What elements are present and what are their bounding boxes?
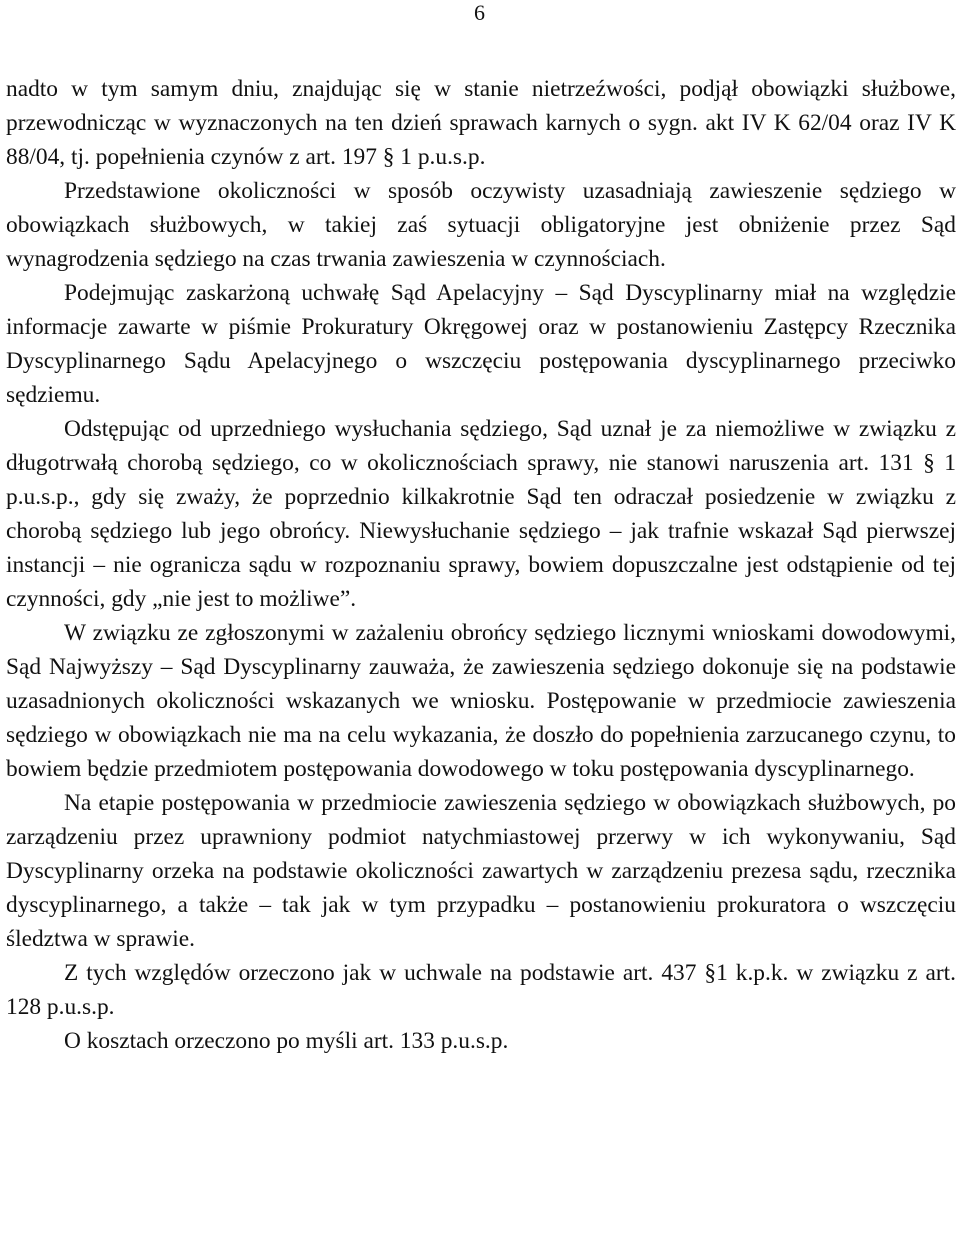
paragraph: Odstępując od uprzedniego wysłuchania sędziego, Sąd uznał je za niemożliwe w związku z długotrwałą chorobą sędziego, co w okolicznościach sprawy, nie stanowi naruszenia art. 131 § 1 p.u.s.p., gdy się zważy, że poprzednio kilkakrotnie Sąd ten odraczał posiedzenie w związku z chorobą sędziego lub jego obrońcy. Niewysłuchanie sędziego – jak trafnie wskazał Sąd pierwszej instancji – nie ogranicza sądu w rozpoznaniu sprawy, bowiem dopuszczalne jest odstąpienie od tej czynności, gdy „nie jest to możliwe”.	[6, 416, 956, 612]
paragraph-continuation: nadto w tym samym dniu, znajdując się w stanie nietrzeźwości, podjął obowiązki służbowe, przewodnicząc w wyznaczonych na ten dzień sprawach karnych o sygn. akt IV K 62/04 oraz IV K 88/04, tj. popełnienia czynów z art. 197 § 1 p.u.s.p.	[6, 76, 956, 170]
paragraph: O kosztach orzeczono po myśli art. 133 p.u.s.p.	[64, 1028, 509, 1054]
paragraph: W związku ze zgłoszonymi w zażaleniu obrońcy sędziego licznymi wnioskami dowodowymi, Sąd Najwyższy – Sąd Dyscyplinarny zauważa, że zawieszenia sędziego dokonuje się na podstawie uzasadnionych okoliczności wskazanych we wniosku. Postępowanie w przedmiocie zawieszenia sędziego w obowiązkach nie ma na celu wykazania, że doszło do popełnienia zarzucanego czynu, to bowiem będzie przedmiotem postępowania dowodowego w toku postępowania dyscyplinarnego.	[6, 620, 956, 782]
paragraph: Przedstawione okoliczności w sposób oczywisty uzasadniają zawieszenie sędziego w obowiązkach służbowych, w takiej zaś sytuacji obligatoryjne jest obniżenie przez Sąd wynagrodzenia sędziego na czas trwania zawieszenia w czynnościach.	[6, 178, 956, 272]
document-body	[6, 72, 956, 1058]
paragraph: Podejmując zaskarżoną uchwałę Sąd Apelacyjny – Sąd Dyscyplinarny miał na względzie informacje zawarte w piśmie Prokuratury Okręgowej oraz w postanowieniu Zastępcy Rzecznika Dyscyplinarnego Sądu Apelacyjnego o wszczęciu postępowania dyscyplinarnego przeciwko sędziemu.	[6, 280, 956, 408]
paragraph: Z tych względów orzeczono jak w uchwale na podstawie art. 437 §1 k.p.k. w związku z art. 128 p.u.s.p.	[6, 960, 956, 1020]
page-number: 6	[474, 0, 485, 25]
paragraph: Na etapie postępowania w przedmiocie zawieszenia sędziego w obowiązkach służbowych, po zarządzeniu przez uprawniony podmiot natychmiastowej przerwy w ich wykonywaniu, Sąd Dyscyplinarny orzeka na podstawie okoliczności zawartych w zarządzeniu prezesa sądu, rzecznika dyscyplinarnego, a także – tak jak w tym przypadku – postanowieniu prokuratora o wszczęciu śledztwa w sprawie.	[6, 790, 956, 952]
